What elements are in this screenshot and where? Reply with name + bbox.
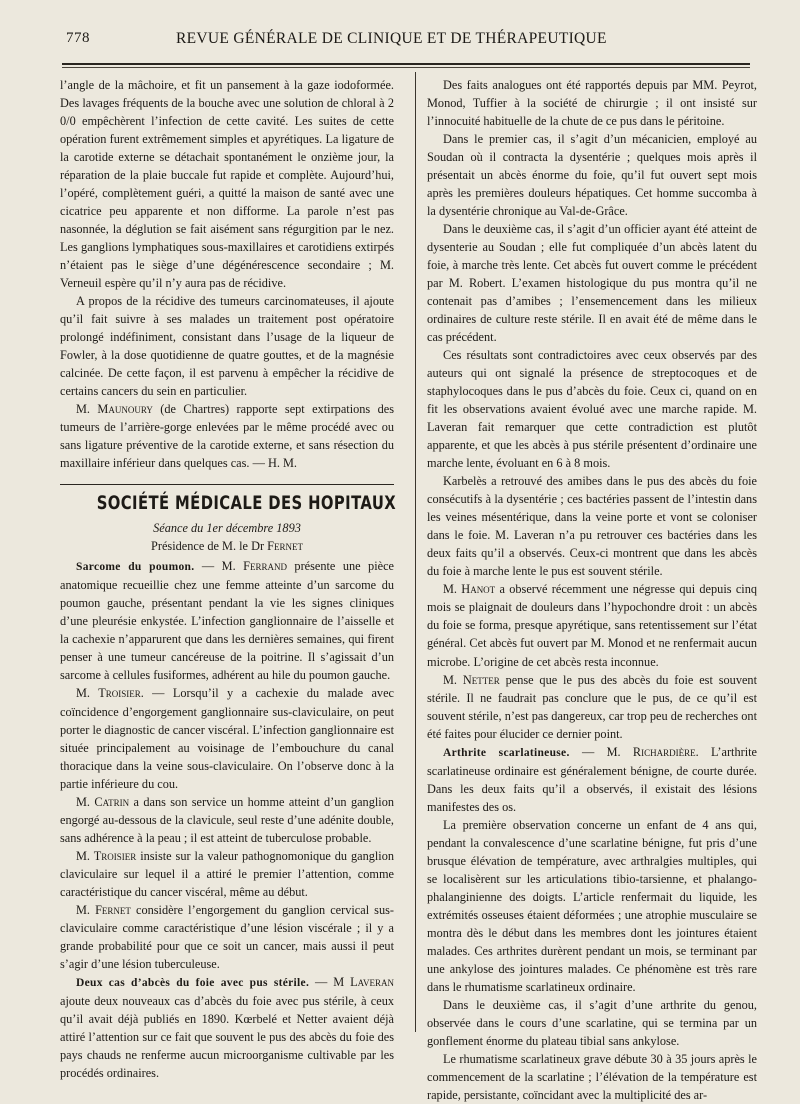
paragraph	[60, 901, 394, 973]
paragraph-text: pense que le pus des abcès du foie est souvent stérile. Il ne faudrait pas conclure que le pus, de ce qu’il est souvent stérile, n’est pas dangereux, car trop peu de recherches ont été faites pour élucider ce dernier point.	[427, 672, 757, 741]
session-date: Séance du 1er décembre 1893	[153, 521, 301, 536]
run-in-heading: Arthrite scarlatineuse.	[443, 746, 570, 759]
paragraph-text: présente une pièce anatomique recueillie chez une femme atteinte d’un sarcome du poumon gauche, présentant pendant la vie les signes cliniques d’une pleurésie enkystée. L’infection ganglionnaire de l’aisselle et la cachexie n’apparurent que dans les dernières semaines, qui firent penser à une tumeur cancéreuse de la poitrine. Il s’agissait d’un sarcome à cellules fusiformes, adhérent au hile du poumon gauche.	[60, 559, 395, 683]
left-column	[60, 76, 397, 1082]
dash: — M.	[194, 559, 244, 574]
speaker-name: Ferrand	[243, 559, 287, 574]
speaker-name: M. Netter	[443, 672, 500, 687]
run-in-heading: Sarcome du poumon.	[76, 561, 195, 574]
running-title: REVUE GÉNÉRALE DE CLINIQUE ET DE THÉRAPEUTIQUE	[176, 30, 607, 47]
speaker-name: M. Maunoury	[76, 402, 153, 417]
paragraph: Dans le deuxième cas, il s’agit d’une arthrite du genou, observée dans le cours d’une scarlatine, qui se termina par un gonflement énorme du plateau tibial sans ankylose.	[427, 997, 757, 1048]
paragraph: Dans le premier cas, il s’agit d’un mécanicien, employé au Soudan où il contracta la dysentérie ; quelques mois après il présentait un abcès énorme du foie, qu’il fut ouvert sept mois après les premières douleurs hépatiques. Cet homme succomba à la dysentérie chronique au Val-de-Grâce.	[427, 132, 757, 219]
speaker-name: M. Troisier.	[76, 686, 144, 701]
speaker-name: M. Troisier	[76, 848, 137, 863]
speaker-name: Richardière.	[632, 744, 699, 759]
paragraph-text: ajoute deux nouveaux cas d’abcès du foie avec pus stérile, à ceux qu’il avait déjà publiés en 1890. Kœrbelé et Netter avaient déjà attiré l’attention sur ce fait que souvent le pus des abcès du foie des pays chauds ne renferme aucun microorganisme cultivable par les procédés ordinaires.	[60, 993, 394, 1080]
presidency	[60, 537, 394, 555]
paragraph: A propos de la récidive des tumeurs carcinomateuses, il ajoute qu’il fait suivre à ses malades un traitement post opératoire prolongé indéfiniment, consistant dans l’usage de la liqueur de Fowler, à la dose quotidienne de quatre gouttes, et de la magnésie calcinée. De cette façon, il est parvenu à empêcher la récidive de certains cancers du sein en particulier.	[60, 294, 394, 399]
speaker-name: M. Catrin	[76, 794, 130, 809]
paragraph: Des faits analogues ont été rapportés depuis par MM. Peyrot, Monod, Tuffier à la société de chirurgie ; il ont insisté sur l’innocuité habituelle de la chute de ce pus dans le péritoine.	[427, 78, 757, 129]
speaker-name: Laveran	[350, 974, 394, 989]
paragraph: Dans le deuxième cas, il s’agit d’un officier ayant été atteint de dysenterie au Soudan ; elle fut compliquée d’un abcès latent du foie, à marche très lente. Cet abcès fut ouvert comme le précédent par M. Robert. L’examen histologique du pus montra qu’il ne contenait pas d’amibes ; l’ensemencement dans les milieux ordinaires de culture reste stérile. Il en avait été de même dans le cas précédent.	[427, 222, 757, 345]
paragraph	[60, 973, 394, 1082]
paragraph-text: a dans son service un homme atteint d’un ganglion engorgé au-dessous de la clavicule, seul reste d’une adénite double, sans adhérence à la peau ; il est atteint de tuberculose probable.	[60, 794, 394, 845]
paragraph	[60, 847, 394, 901]
paragraph	[427, 580, 757, 670]
paragraph	[60, 793, 394, 847]
run-in-heading: Deux cas d’abcès du foie avec pus stérile.	[76, 976, 310, 989]
header-rule-thin	[62, 67, 750, 68]
paragraph-text: insiste sur la valeur pathognomonique du ganglion claviculaire sur lequel il a attiré le premier l’attention, comme caractéristique du cancer viscéral, même au début.	[60, 848, 395, 899]
paragraph: l’angle de la mâchoire, et fit un pansement à la gaze iodoformée. Des lavages fréquents de la bouche avec une solution de chloral à 2 0/0 empêchèrent l’infection de cette cavité. Les suites de cette opération furent extrêmement simples et apyrétiques. La ligature de la carotide externe se détachait spontanément le onzième jour, la réparation de la plaie buccale fut rapide et complète. Aujourd’hui, l’opéré, complètement guéri, a quitté la maison de santé avec une cicatrice peu apparente et non difforme. La parole n’est pas nasonnée, la déglution se fait aisément sans régurgition par le nez. Les ganglions lymphatiques sous-maxillaires et carotidiens extirpés n’étaient pas le siège d’une dégénérescence secondaire ; M. Verneuil espère qu’il n’y aura pas de récidive.	[60, 78, 394, 291]
paragraph-text: a observé récemment une négresse qui depuis cinq mois se plaignait de douleurs dans l’hypochondre droit : un abcès du foie se forma, presque apyrétique, sans retentissement sur l’état général. Cet abcès fut ouvert par M. Monod et ne renfermait aucun microbe. L’origine de cet abcès resta inconnue.	[427, 582, 757, 669]
dash: — M	[309, 974, 351, 989]
paragraph: Ces résultats sont contradictoires avec ceux observés par des auteurs qui ont signalé la présence de streptocoques et de staphylocoques dans le pus d’abcès du foie. Ceux ci, quand on en fit les observations avaient évolué avec une marche rapide. M. Laveran fait remarquer que cette contradiction est plutôt apparente, et que les abcès à pus stérile présentent d’ordinaire une marche lente, évoluant en 6 à 8 mois.	[427, 348, 757, 471]
paragraph-text: L’arthrite scarlatineuse ordinaire est généralement bénigne, de courte durée. Dans les deux faits qu’il a observés, il existait des lésions manifestes des os.	[427, 744, 757, 814]
speaker-name: M. Fernet	[76, 902, 131, 917]
paragraph	[60, 400, 394, 472]
dash: — M.	[569, 744, 633, 759]
running-header	[58, 26, 748, 54]
column-divider	[415, 72, 416, 1032]
paragraph-text: (de Chartres) rapporte sept extirpations des tumeurs de l’arrière-gorge enlevées par le même procédé avec ou sans ligature préventive de la carotide externe, et sans résection du maxillaire inférieur dans quelques cas. — H. M.	[60, 402, 394, 471]
paragraph	[427, 743, 757, 816]
paragraph	[427, 671, 757, 743]
speaker-name: M. Hanot	[443, 582, 496, 597]
paragraph: Karbelès a retrouvé des amibes dans le pus des abcès du foie consécutifs à la dysentérie ; ces bactéries passent de l’intestin dans les veines mésentérique, dans la veine porte et vont se coloniser dans le foie. M. Laveran n’a pu retrouver ces bactéries dans les deux faits qu’il a observés. Ceux-ci montrent que dans les abcès du foie à marche lente le pus est souvent stérile.	[427, 474, 757, 579]
right-column	[427, 76, 757, 1104]
header-rule	[62, 63, 750, 65]
section-rule	[60, 484, 394, 485]
paragraph: La première observation concerne un enfant de 4 ans qui, pendant la convalescence d’une scarlatine bénigne, fut pris d’une brusque élévation de température, avec arthralgies multiples, qui se localisèrent sur les articulations tibio-tarsienne, et phalango-phalanginienne des doigts. L’article renfermait du liquide, les extrémités osseuses étaient déformées ; une atrophie musculaire se montra dès le début dans les membres dont les jointures étaient malades. Ces arthrites durèrent pendant un mois, se terminant par une ankylose des jointures malades. Ce phénomène est très rare dans le rhumatisme scarlatineux ordinaire.	[427, 817, 757, 994]
paragraph-text: — Lorsqu’il y a cachexie du malade avec coïncidence d’engorgement ganglionnaire sus-claviculaire, on peut porter le diagnostic de cancer viscéral. L’infection ganglionnaire est située principalement au voisinage de l’embouchure du canal thoracique dans la veine sous-claviculaire. On l’observe donc à la partie inférieure du cou.	[60, 686, 394, 791]
page-number: 778	[66, 30, 90, 46]
paragraph	[60, 557, 394, 684]
paragraph	[60, 684, 394, 792]
section-title: SOCIÉTÉ MÉDICALE DES HOPITAUX	[96, 492, 397, 515]
paragraph-text: considère l’engorgement du ganglion cervical sus-claviculaire comme caractéristique d’une lésion viscérale ; il y a grande probabilité pour que ce soit un cancer, mais aussi il peut s’agir d’une lésion tuberculeuse.	[60, 902, 394, 971]
president-name: Fernet	[267, 539, 303, 554]
presidency-prefix: Présidence de M. le Dr	[151, 539, 268, 554]
paragraph: Le rhumatisme scarlatineux grave débute 30 à 35 jours après le commencement de la scarlatine ; l’élévation de la température est rapide, persistante, coïncidant avec la multiplicité des ar-	[427, 1051, 757, 1102]
